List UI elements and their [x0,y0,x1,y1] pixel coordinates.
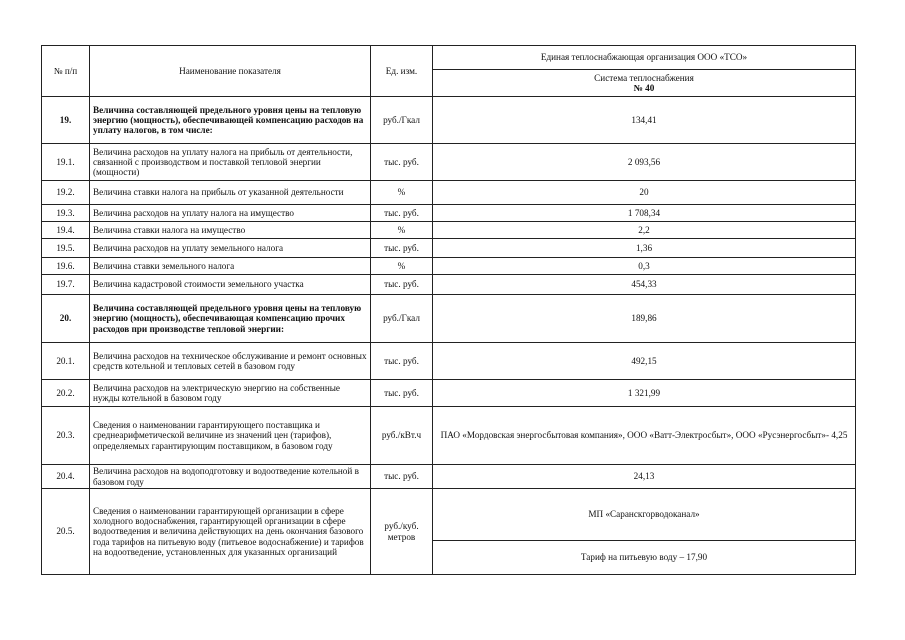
row-unit: тыс. руб. [371,343,433,380]
row-number: 19.7. [42,275,90,295]
table-row [42,258,856,275]
row-name: Величина расходов на уплату налога на имущество [90,205,371,222]
row-unit: руб./Гкал [371,295,433,343]
row-number: 19.1. [42,144,90,181]
row-value-tariff: Тариф на питьевую воду – 17,90 [433,541,856,575]
row-unit: % [371,222,433,239]
row-name: Величина расходов на электрическую энергию на собственные нужды котельной в базовом году [90,380,371,407]
row-number: 19. [42,97,90,144]
row-name: Величина расходов на уплату земельного налога [90,239,371,258]
row-name: Величина ставки земельного налога [90,258,371,275]
row-number: 20.1. [42,343,90,380]
row-unit: тыс. руб. [371,144,433,181]
table-row [42,97,856,144]
table-row [42,205,856,222]
row-name: Величина ставки налога на имущество [90,222,371,239]
row-value: ПАО «Мордовская энергосбытовая компания», ООО «Ватт-Электросбыт», ООО «Русэнергосбыт»- 4,25 [433,407,856,465]
table-row [42,295,856,343]
row-value: 1 321,99 [433,380,856,407]
row-number: 19.5. [42,239,90,258]
row-value: 2,2 [433,222,856,239]
row-unit: тыс. руб. [371,380,433,407]
header-system [433,70,856,97]
row-unit: тыс. руб. [371,239,433,258]
row-number: 20.5. [42,489,90,575]
row-name: Величина расходов на водоподготовку и водоотведение котельной в базовом году [90,465,371,489]
row-name: Величина кадастровой стоимости земельного участка [90,275,371,295]
row-number: 19.3. [42,205,90,222]
row-name: Величина составляющей предельного уровня цены на тепловую энергию (мощность), обеспечивающей компенсацию расходов на уплату налогов, в том числе: [90,97,371,144]
row-unit: руб./куб. метров [371,489,433,575]
row-unit: руб./Гкал [371,97,433,144]
row-value: 24,13 [433,465,856,489]
row-name: Величина ставки налога на прибыль от указанной деятельности [90,181,371,205]
header-name: Наименование показателя [90,46,371,97]
row-name: Величина расходов на техническое обслуживание и ремонт основных средств котельной и тепловых сетей в базовом году [90,343,371,380]
table-row [42,181,856,205]
row-number: 20.3. [42,407,90,465]
header-org: Единая теплоснабжающая организация ООО «ТСО» [433,46,856,70]
header-num: № п/п [42,46,90,97]
row-value: 0,3 [433,258,856,275]
row-unit: % [371,181,433,205]
table-row [42,222,856,239]
row-value: 2 093,56 [433,144,856,181]
row-value: 492,15 [433,343,856,380]
indicators-table [41,45,856,575]
table-row [42,343,856,380]
row-number: 20.4. [42,465,90,489]
header-unit: Ед. изм. [371,46,433,97]
table-row [42,380,856,407]
row-value: 1 708,34 [433,205,856,222]
row-unit: руб./кВт.ч [371,407,433,465]
table-row [42,275,856,295]
table-row [42,239,856,258]
row-name: Сведения о наименовании гарантирующего поставщика и среднеарифметической величине из значений цен (тарифов), определяемых гарантирующим поставщиком, в базовом году [90,407,371,465]
row-unit: тыс. руб. [371,275,433,295]
row-unit: % [371,258,433,275]
row-unit: тыс. руб. [371,205,433,222]
row-name: Величина расходов на уплату налога на прибыль от деятельности, связанной с производством и поставкой тепловой энергии (мощности) [90,144,371,181]
table-row [42,144,856,181]
table-row [42,465,856,489]
row-value: 454,33 [433,275,856,295]
row-number: 19.4. [42,222,90,239]
row-value: 189,86 [433,295,856,343]
header-system-title: Система теплоснабжения [594,72,694,83]
row-number: 20. [42,295,90,343]
table-row [42,407,856,465]
row-name: Сведения о наименовании гарантирующей организации в сфере холодного водоснабжения, гарантирующей организации в сфере водоотведения и величина действующих на день окончания базового года тарифов на питьевую воду (питьевое водоснабжение) и тарифов на водоотведение, установленных для указанных организаций [90,489,371,575]
row-value: 1,36 [433,239,856,258]
row-name: Величина составляющей предельного уровня цены на тепловую энергию (мощность), обеспечивающая компенсацию прочих расходов при производстве тепловой энергии: [90,295,371,343]
row-number: 20.2. [42,380,90,407]
row-value: 134,41 [433,97,856,144]
row-value: 20 [433,181,856,205]
header-system-number: № 40 [633,83,655,93]
row-value-supplier: МП «Саранскгорводоканал» [433,489,856,541]
row-number: 19.2. [42,181,90,205]
row-unit: тыс. руб. [371,465,433,489]
row-number: 19.6. [42,258,90,275]
